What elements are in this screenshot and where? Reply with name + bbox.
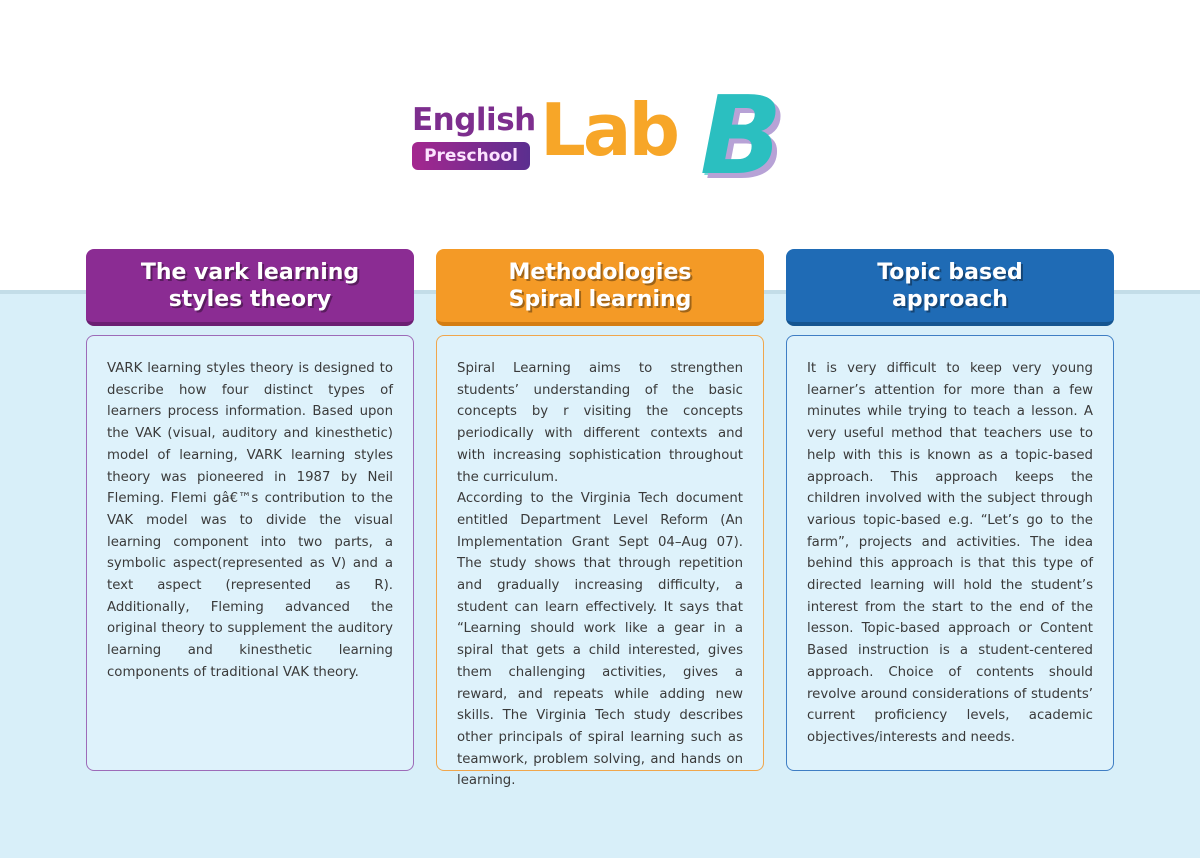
logo-preschool-badge: Preschool <box>412 142 530 170</box>
logo-lab-text: Lab <box>540 88 678 172</box>
vark-theory-title: The vark learning styles theory <box>140 259 360 312</box>
spiral-learning-paragraph-1: Spiral Learning aims to strengthen students’ understanding of the basic concepts by r visiting the concepts periodically with different contexts and with increasing sophistication throughout the curriculum. <box>457 361 743 485</box>
spiral-learning-title: Methodologies Spiral learning <box>508 259 692 312</box>
spiral-learning-header <box>436 249 764 326</box>
english-lab-logo <box>410 74 790 202</box>
vark-theory-header <box>86 249 414 326</box>
spiral-learning-paragraph-2: According to the Virginia Tech document entitled Department Level Reform (An Implementation Grant Sept 04–Aug 07). The study shows that through repetition and gradually increasing difficulty, a student can learn effectively. It says that “Learning should work like a gear in a spiral that gets a child interested, gives them challenging activities, gives a reward, and repeats while adding new skills. The Virginia Tech study describes other principals of spiral learning such as teamwork, problem solving, and hands on learning. <box>457 491 743 789</box>
logo-b-letter: B <box>700 74 783 199</box>
topic-based-paragraph: It is very difficult to keep very young learner’s attention for more than a few minutes while trying to teach a lesson. A very useful method that teachers use to help with this is known as a topic-based approach. This approach keeps the children involved with the subject through various topic-based e.g. “Let’s go to the farm”, projects and activities. The idea behind this approach is that this type of directed learning will hold the student’s interest from the start to the end of the lesson. Topic-based approach or Content Based instruction is a student-centered approach. Choice of contents should revolve around considerations of students’ current proficiency levels, academic objectives/interests and needs. <box>807 361 1093 745</box>
logo-english-text: English <box>412 102 536 138</box>
topic-based-panel <box>786 335 1114 771</box>
spiral-learning-panel <box>436 335 764 789</box>
vark-theory-panel <box>86 335 414 771</box>
vark-theory-paragraph: VARK learning styles theory is designed to describe how four distinct types of learners process information. Based upon the VAK (visual, auditory and kinesthetic) model of learning, VARK learning styles theory was pioneered in 1987 by Neil Fleming. Flemi gâ€™s contribution to the VAK model was to divide the visual learning component into two parts, a symbolic aspect(represented as V) and a text aspect (represented as R). Additionally, Fleming advanced the original theory to supplement the auditory learning and kinesthetic learning components of traditional VAK theory. <box>107 361 393 680</box>
topic-based-title: Topic based approach <box>877 259 1023 312</box>
topic-based-header <box>786 249 1114 326</box>
